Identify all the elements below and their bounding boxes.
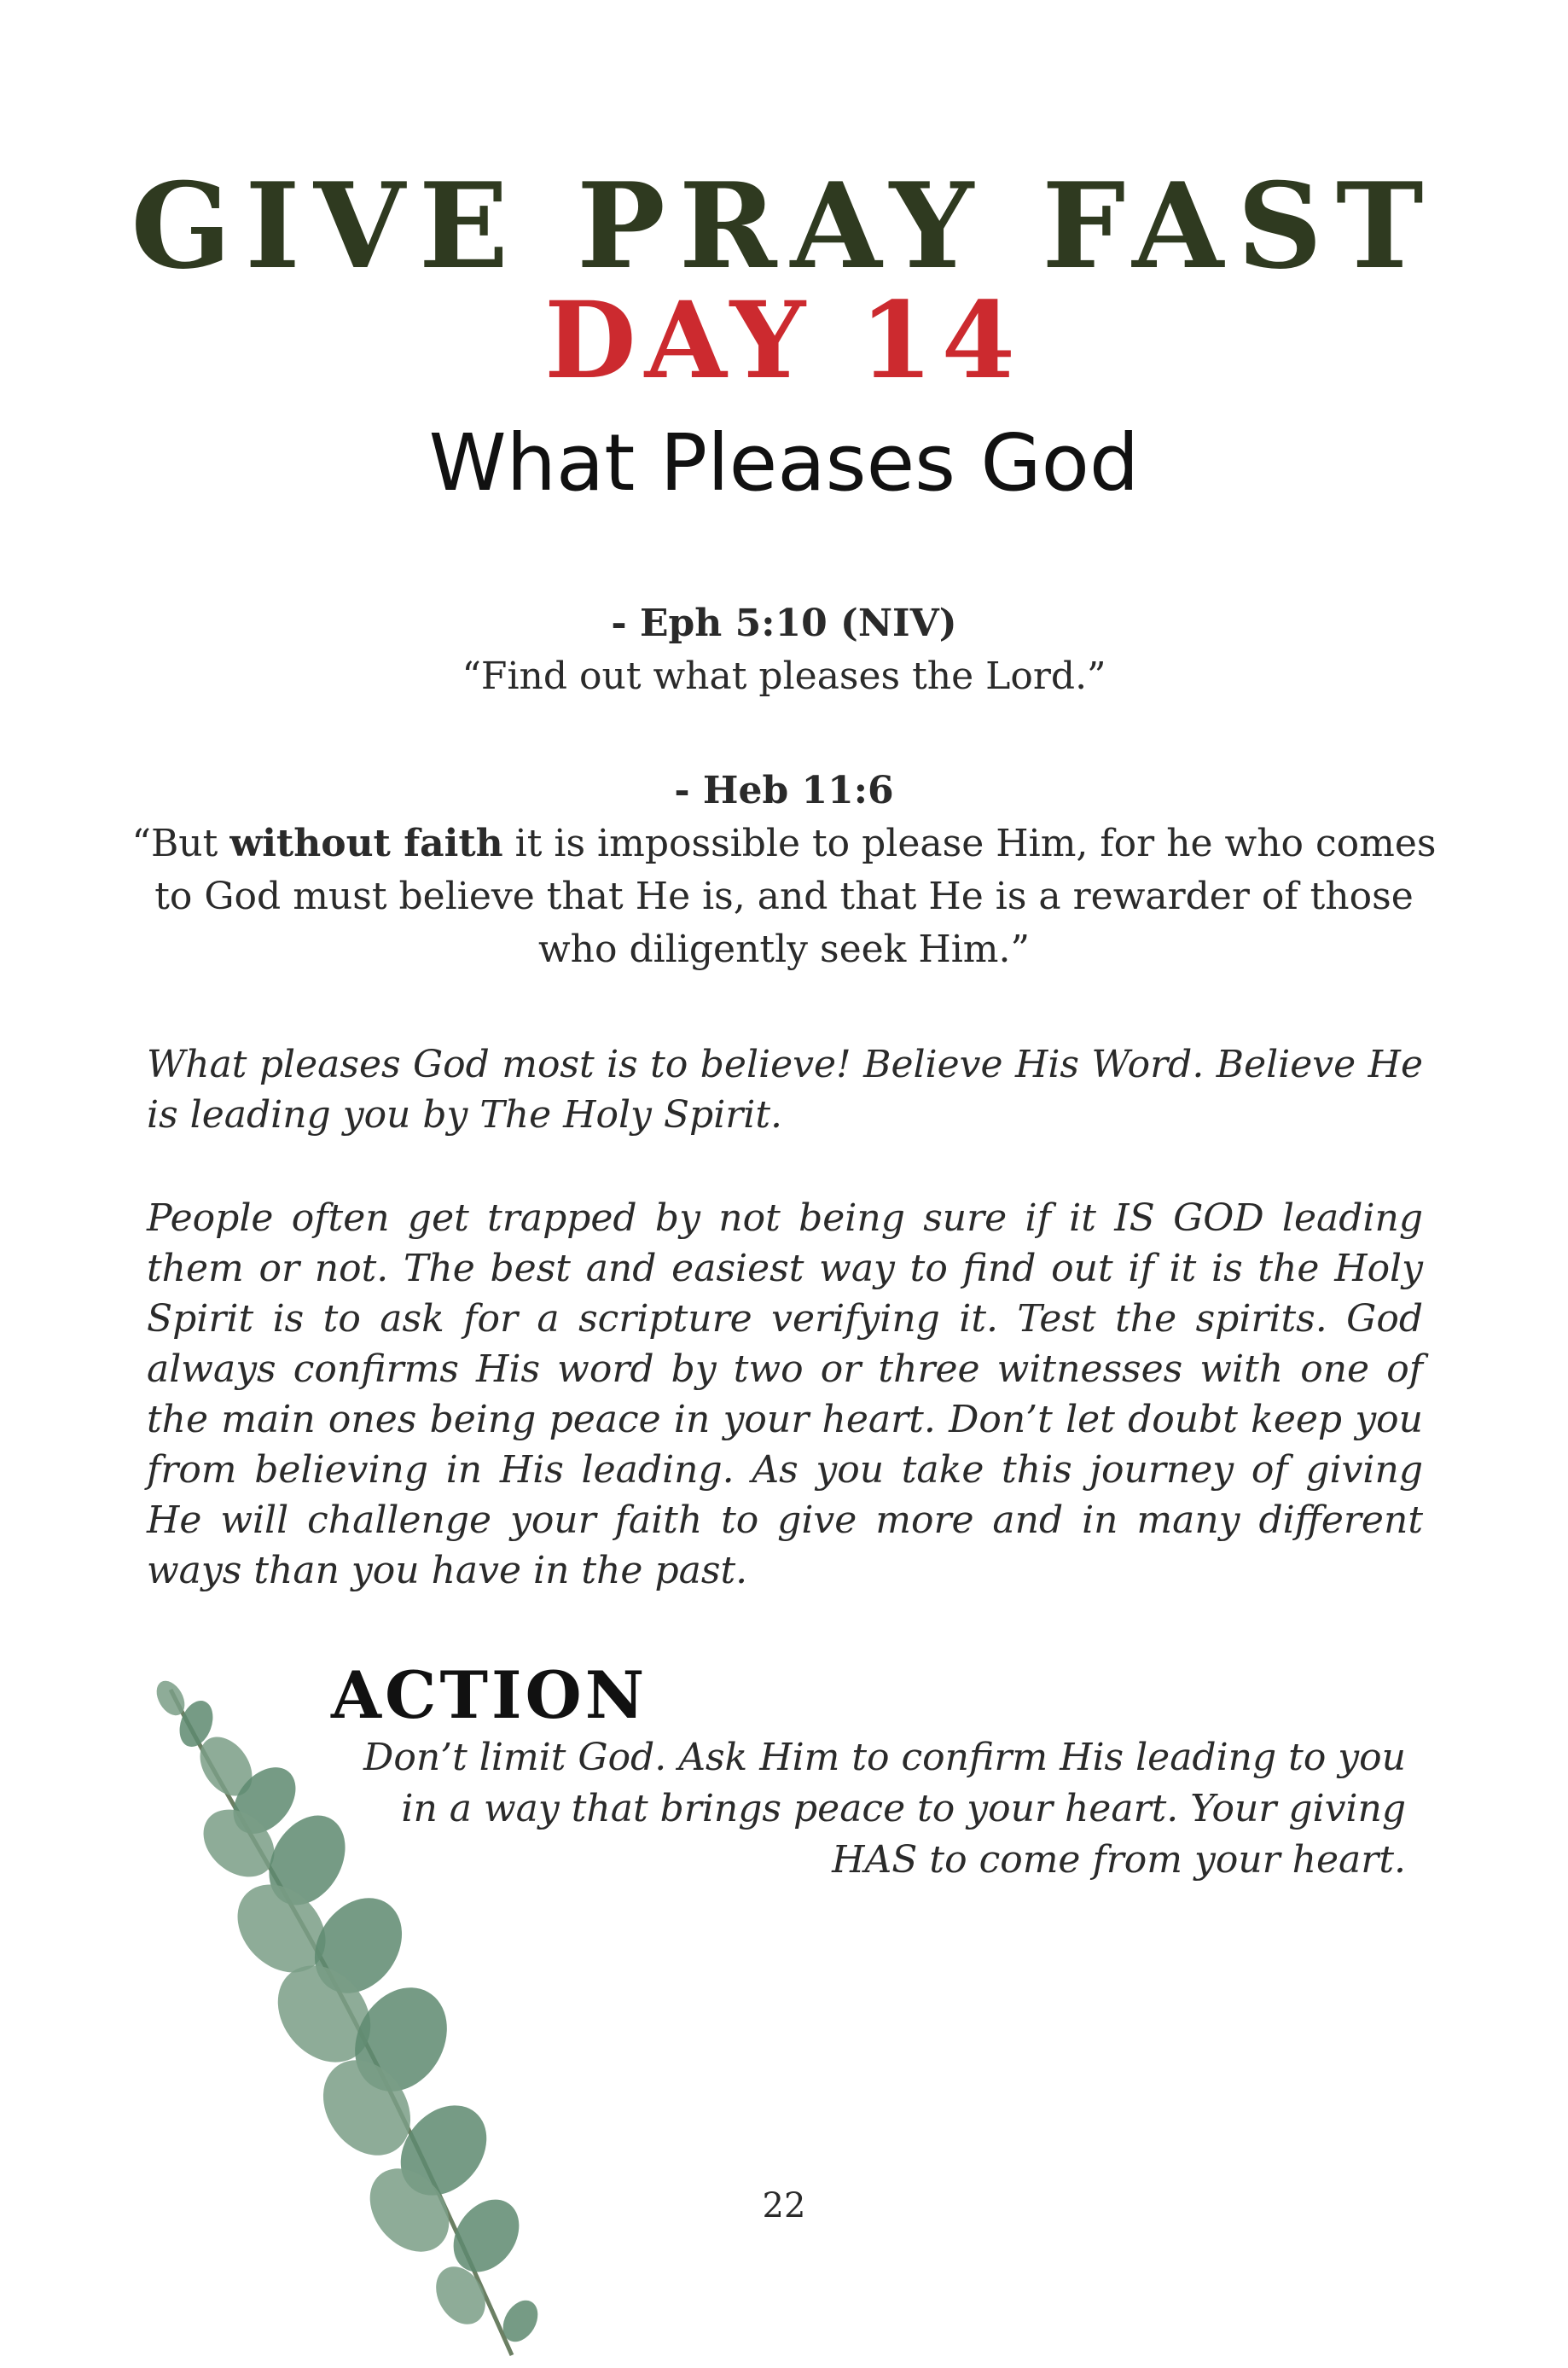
action-text: Don’t limit God. Ask Him to confirm His leading to you in a way that brings peace to your heart. Your giving HAS to come from your heart. (363, 1736, 1406, 1882)
body-paragraph: What pleases God most is to believe! Believe His Word. Believe He is leading you by The Holy Spirit. (147, 1043, 1423, 1137)
verse-reference: - Heb 11:6 (674, 769, 894, 812)
verse-text-end: it is impossible to please Him, for he who comes to God must believe that He is, and that He is a rewarder of those who diligently seek Him.” (154, 822, 1437, 971)
verse-reference: - Eph 5:10 (NIV) (611, 602, 957, 645)
page-title: GIVE PRAY FAST (131, 156, 1437, 295)
day-title: DAY 14 (544, 279, 1024, 403)
verse-text-emphasis: without faith (229, 822, 503, 865)
verse-eph (128, 597, 1440, 703)
page-number: 22 (762, 2186, 806, 2225)
verse-text-start: “But (131, 822, 230, 865)
body-paragraph: People often get trapped by not being sure if it IS GOD leading them or not. The best and easiest way to find out if it is the Holy Spirit is to ask for a scripture verifying it. Test the spirits. God always confirms His word by two or three witnesses with one of the main ones being peace in your heart. Don’t let doubt keep you from believing in His leading. As you take this journey of giving He will challenge your faith to give more and in many different ways than you have in the past. (147, 1196, 1423, 1592)
verse-text: “Find out what pleases the Lord.” (462, 655, 1106, 698)
verse-text (128, 817, 1440, 976)
action-heading: ACTION (331, 1657, 648, 1733)
verse-heb (128, 765, 1440, 976)
page-subtitle: What Pleases God (428, 417, 1140, 509)
